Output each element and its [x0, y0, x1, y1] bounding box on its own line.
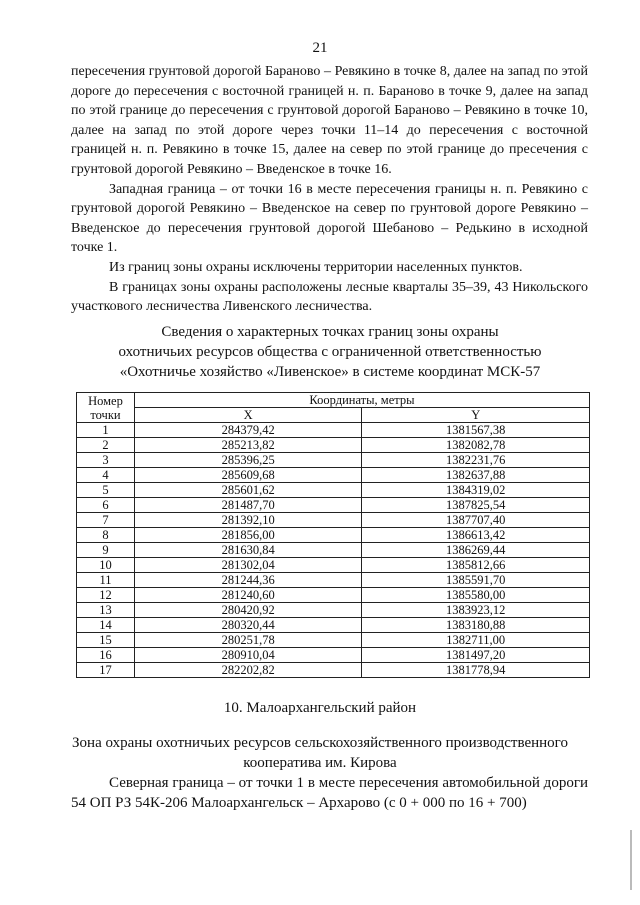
table-row	[77, 573, 590, 588]
x-cell: 281302,04	[134, 558, 362, 573]
point-number-cell: 2	[77, 438, 135, 453]
paragraph-3: Из границ зоны охраны исключены территории населенных пунктов.	[109, 259, 523, 275]
table-row	[77, 588, 590, 603]
table-row	[77, 618, 590, 633]
page-number: 21	[312, 40, 328, 56]
point-number-cell: 5	[77, 483, 135, 498]
zone-heading-line-1: Зона охраны охотничьих ресурсов сельскохозяйственного производственного	[72, 735, 568, 751]
table-row	[77, 543, 590, 558]
table-row	[77, 468, 590, 483]
point-number-cell: 7	[77, 513, 135, 528]
header-y: Y	[362, 408, 590, 423]
table-row	[77, 528, 590, 543]
table-row	[77, 438, 590, 453]
table-row	[77, 498, 590, 513]
x-cell: 285609,68	[134, 468, 362, 483]
paragraph-1: пересечения грунтовой дорогой Бараново – Ревякино в точке 8, далее на запад по этой дороге до пересечения с восточной границей н. п. Бараново в точке 9, далее на запад по этой границе до пересечения с грунтовой дорогой Бараново – Ревякино в точке 10, далее на запад по этой дороге через точки 11–14 до пересечения с восточной границей н. п. Ревякино в точке 15, далее на север по этой границе до пресечения с грунтовой дорогой Ревякино – Введенское в точке 16.	[71, 64, 588, 177]
caption-line-3: «Охотничье хозяйство «Ливенское» в системе координат МСК-57	[119, 364, 541, 380]
coordinates-table	[76, 392, 590, 678]
zone-heading	[40, 733, 600, 773]
y-cell: 1381567,38	[362, 423, 590, 438]
y-cell: 1382637,88	[362, 468, 590, 483]
table-row	[77, 513, 590, 528]
table-row	[77, 558, 590, 573]
zone-heading-line-2: кооператива им. Кирова	[243, 755, 397, 771]
scan-edge-mark	[630, 830, 632, 890]
y-cell: 1381497,20	[362, 648, 590, 663]
y-cell: 1382711,00	[362, 633, 590, 648]
section-heading: 10. Малоархангельский район	[223, 700, 417, 716]
body-text	[71, 62, 588, 317]
x-cell: 285213,82	[134, 438, 362, 453]
last-paragraph: Северная граница – от точки 1 в месте пересечения автомобильной дороги 54 ОП РЗ 54К-206 Малоархангельск – Архарово (с 0 + 000 по 16 + 700)	[71, 775, 588, 811]
point-number-cell: 9	[77, 543, 135, 558]
x-cell: 285396,25	[134, 453, 362, 468]
table-caption	[60, 322, 600, 382]
y-cell: 1382231,76	[362, 453, 590, 468]
y-cell: 1386613,42	[362, 528, 590, 543]
point-number-cell: 11	[77, 573, 135, 588]
point-number-cell: 14	[77, 618, 135, 633]
point-number-cell: 4	[77, 468, 135, 483]
y-cell: 1383180,88	[362, 618, 590, 633]
table-row	[77, 603, 590, 618]
paragraph-4: В границах зоны охраны расположены лесные кварталы 35–39, 43 Никольского участкового лесничества Ливенского лесничества.	[71, 279, 588, 315]
table-row	[77, 663, 590, 678]
table-row	[77, 423, 590, 438]
point-number-cell: 10	[77, 558, 135, 573]
point-number-cell: 15	[77, 633, 135, 648]
point-number-cell: 8	[77, 528, 135, 543]
table-body	[77, 423, 590, 678]
x-cell: 281630,84	[134, 543, 362, 558]
table-row	[77, 483, 590, 498]
table-row	[77, 453, 590, 468]
y-cell: 1384319,02	[362, 483, 590, 498]
y-cell: 1383923,12	[362, 603, 590, 618]
x-cell: 285601,62	[134, 483, 362, 498]
point-number-cell: 12	[77, 588, 135, 603]
point-number-cell: 6	[77, 498, 135, 513]
y-cell: 1386269,44	[362, 543, 590, 558]
x-cell: 281240,60	[134, 588, 362, 603]
header-number-line-2: точки	[90, 407, 121, 422]
point-number-cell: 3	[77, 453, 135, 468]
x-cell: 281487,70	[134, 498, 362, 513]
y-cell: 1381778,94	[362, 663, 590, 678]
x-cell: 280420,92	[134, 603, 362, 618]
caption-line-1: Сведения о характерных точках границ зоны охраны	[161, 324, 499, 340]
caption-line-2: охотничьих ресурсов общества с ограниченной ответственностью	[118, 344, 542, 360]
paragraph-2: Западная граница – от точки 16 в месте пересечения границы н. п. Ревякино с грунтовой дорогой Ревякино – Введенское на север по грунтовой дороге Ревякино – Введенское до пересечения грунтовой дорогой Шебаново – Редькино в исходной точке 1.	[71, 181, 588, 256]
point-number-cell: 1	[77, 423, 135, 438]
x-cell: 280320,44	[134, 618, 362, 633]
y-cell: 1387825,54	[362, 498, 590, 513]
header-number-line-1: Номер	[88, 393, 123, 408]
x-cell: 281392,10	[134, 513, 362, 528]
y-cell: 1385580,00	[362, 588, 590, 603]
y-cell: 1382082,78	[362, 438, 590, 453]
x-cell: 282202,82	[134, 663, 362, 678]
x-cell: 284379,42	[134, 423, 362, 438]
point-number-cell: 13	[77, 603, 135, 618]
x-cell: 281856,00	[134, 528, 362, 543]
point-number-cell: 16	[77, 648, 135, 663]
header-point-number	[77, 393, 135, 423]
x-cell: 281244,36	[134, 573, 362, 588]
header-x: X	[134, 408, 362, 423]
x-cell: 280910,04	[134, 648, 362, 663]
table-row	[77, 648, 590, 663]
y-cell: 1385591,70	[362, 573, 590, 588]
y-cell: 1387707,40	[362, 513, 590, 528]
y-cell: 1385812,66	[362, 558, 590, 573]
table-row	[77, 633, 590, 648]
x-cell: 280251,78	[134, 633, 362, 648]
point-number-cell: 17	[77, 663, 135, 678]
header-coordinates: Координаты, метры	[134, 393, 589, 408]
